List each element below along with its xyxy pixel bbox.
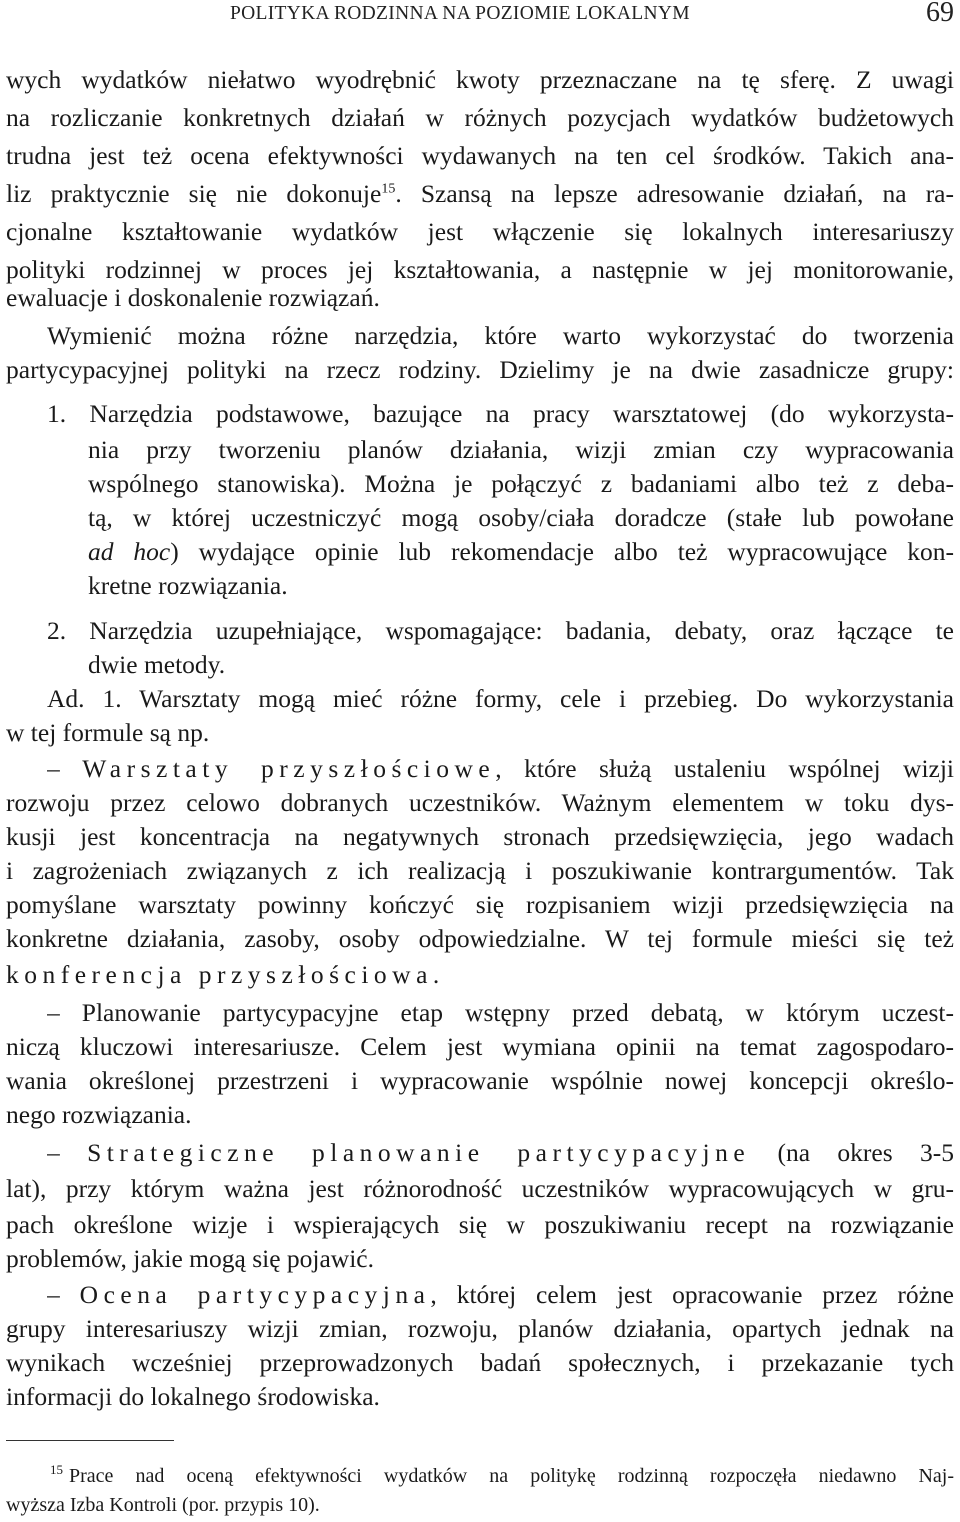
spaced-term: Ocena partycypacyjna — [79, 1280, 431, 1309]
spaced-term: Warsztaty przyszłościowe — [82, 754, 496, 783]
text-run: liz praktycznie się nie dokonuje — [6, 179, 382, 208]
list-item-line: 2. Narzędzia uzupełniające, wspomagające: badania, debaty, oraz łączące te — [47, 616, 954, 645]
dash: – — [47, 754, 83, 783]
text-line: cjonalne kształtowanie wydatków jest włączenie się lokalnych interesariuszy — [6, 217, 954, 246]
list-item-line: tą, w której uczestniczyć mogą osoby/ciała doradcze (stałe lub powołane — [88, 503, 954, 532]
text-line: grupy interesariuszy wizji zmian, rozwoju, planów działania, opartych jednak na — [6, 1314, 954, 1343]
page-number: 69 — [926, 0, 954, 28]
footnote-number: 15 — [50, 1462, 63, 1478]
text-line: – Planowanie partycypacyjne etap wstępny przed debatą, w którym uczest- — [47, 998, 954, 1027]
text-line: niczą kluczowi interesariusze. Celem jest wymiana opinii na temat zagospodaro- — [6, 1032, 954, 1061]
text-line — [47, 1278, 954, 1312]
text-run: (na okres 3-5 — [750, 1138, 954, 1167]
text-line — [47, 1136, 954, 1170]
footnote-line — [50, 1461, 954, 1491]
text-line: Ad. 1. Warsztaty mogą mieć różne formy, cele i przebieg. Do wykorzystania — [47, 684, 954, 713]
list-item-line: 1. Narzędzia podstawowe, bazujące na pracy warsztatowej (do wykorzysta- — [47, 399, 954, 428]
text-line: na rozliczanie konkretnych działań w różnych pozycjach wydatków budżetowych — [6, 103, 954, 132]
list-item-line: dwie metody. — [88, 650, 226, 679]
text-run: , które służą ustaleniu wspólnej wizji — [495, 754, 954, 783]
footnote-line: wyższa Izba Kontroli (por. przypis 10). — [6, 1494, 320, 1516]
text-line: wania określonej przestrzeni i wypracowanie wspólnie nowej koncepcji określo- — [6, 1066, 954, 1095]
text-line: nego rozwiązania. — [6, 1100, 192, 1129]
text-line: rozwoju przez celowo dobranych uczestników. Ważnym elementem w toku dys- — [6, 788, 954, 817]
text-line: ewaluacje i doskonalenie rozwiązań. — [6, 283, 380, 312]
list-item-line: kretne rozwiązania. — [88, 571, 288, 600]
text-line — [6, 177, 954, 211]
text-line: i zagrożeniach związanych z ich realizacją i poszukiwanie kontrargumentów. Tak — [6, 856, 954, 885]
running-header: POLITYKA RODZINNA NA POZIOMIE LOKALNYM — [230, 3, 690, 24]
text-line: problemów, jakie mogą się pojawić. — [6, 1244, 374, 1273]
text-line: partycypacyjnej polityki na rzecz rodziny. Dzielimy je na dwie zasadnicze grupy: — [6, 355, 954, 384]
dash: – — [47, 1138, 88, 1167]
text-line: Wymienić można różne narzędzia, które warto wykorzystać do tworzenia — [47, 321, 954, 350]
text-line: lat), przy którym ważna jest różnorodność uczestników wypracowujących w gru- — [6, 1174, 954, 1203]
text-line: pomyślane warsztaty powinny kończyć się rozpisaniem wizji przedsięwzięcia na — [6, 890, 954, 919]
list-item-line: nia przy tworzeniu planów działania, wizji zmian czy wypracowania — [88, 435, 954, 464]
text-run: . — [432, 960, 440, 989]
text-line — [6, 958, 954, 992]
text-run: . Szansą na lepsze adresowanie działań, na ra- — [395, 179, 954, 208]
text-line: wych wydatków niełatwo wyodrębnić kwoty przeznaczane na tę sferę. Z uwagi — [6, 65, 954, 94]
spaced-term: konferencja przyszłościowa — [6, 960, 433, 989]
footnote-reference[interactable]: 15 — [381, 181, 396, 197]
list-item-line — [88, 535, 954, 569]
text-line — [47, 752, 954, 786]
text-line: informacji do lokalnego środowiska. — [6, 1382, 380, 1411]
italic-term: ad hoc — [88, 537, 171, 566]
footnote-text: Prace nad oceną efektywności wydatków na politykę rodzinną rozpoczęła niedawno Naj- — [69, 1465, 954, 1487]
footnote-separator — [6, 1440, 174, 1441]
text-line: w tej formule są np. — [6, 718, 210, 747]
text-run: , której celem jest opracowanie przez różne — [430, 1280, 954, 1309]
list-item-line: wspólnego stanowiska). Można je połączyć z badaniami albo też z deba- — [88, 469, 954, 498]
text-run: ) wydające opinie lub rekomendacje albo też wypracowujące kon- — [170, 537, 954, 566]
text-line: pach określone wizje i wspierających się w poszukiwaniu recept na rozwiązanie — [6, 1210, 954, 1239]
text-line: kusji jest koncentracja na negatywnych stronach przedsięwzięcia, jego wadach — [6, 822, 954, 851]
text-line: polityki rodzinnej w proces jej kształtowania, a następnie w jej monitorowanie, — [6, 255, 954, 284]
text-line: wynikach wcześniej przeprowadzonych badań społecznych, i przekazanie tych — [6, 1348, 954, 1377]
text-line: trudna jest też ocena efektywności wydawanych na ten cel środków. Takich ana- — [6, 141, 954, 170]
spaced-term: Strategiczne planowanie partycypacyjne — [87, 1138, 751, 1167]
text-line: konkretne działania, zasoby, osoby odpowiedzialne. W tej formule mieści się też — [6, 924, 954, 953]
dash: – — [47, 1280, 80, 1309]
